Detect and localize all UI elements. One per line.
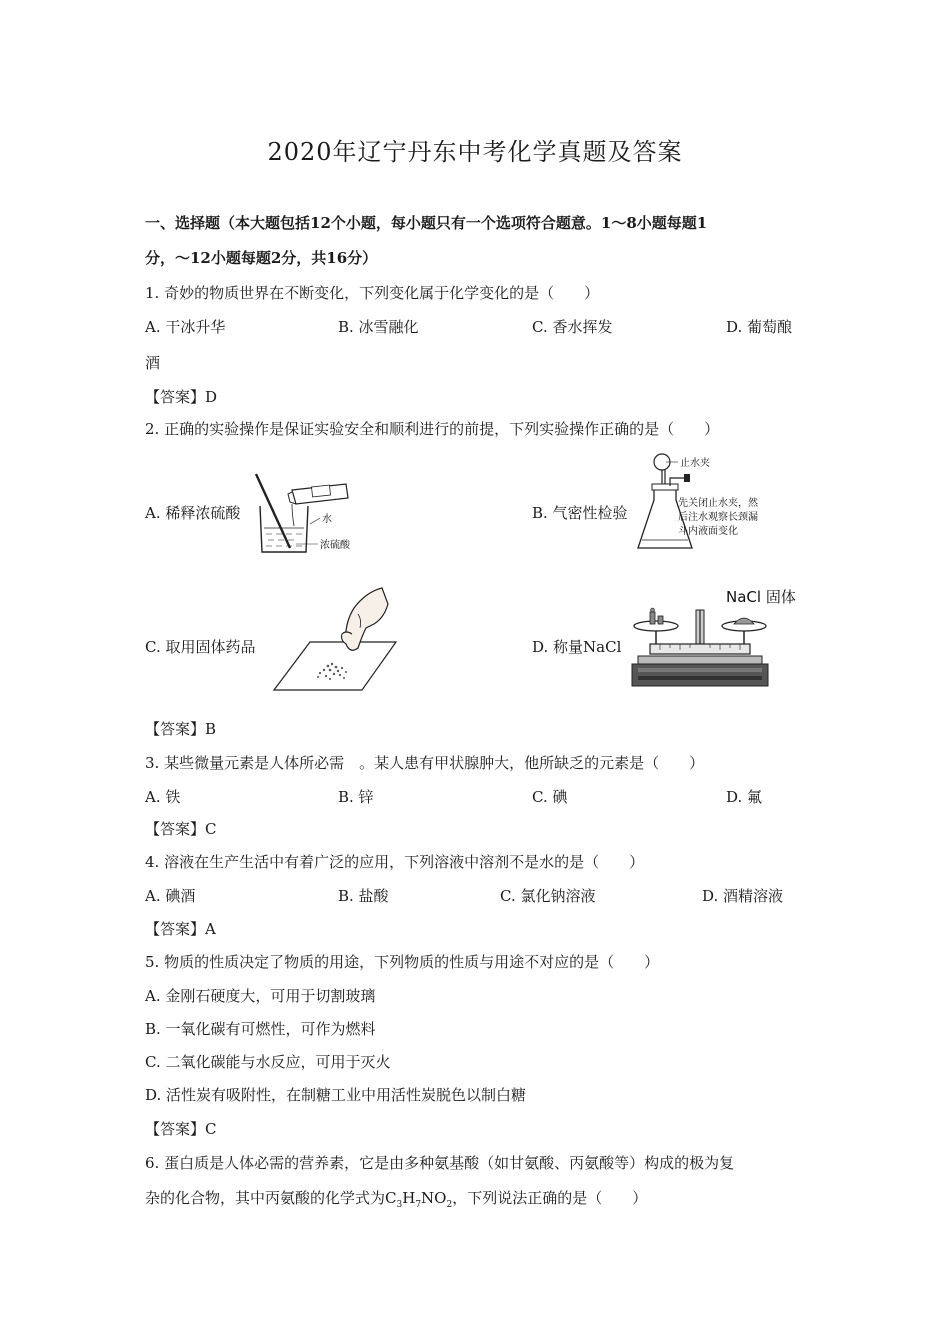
fig-a-acid-label: 浓硫酸 [320, 540, 350, 551]
q1-stem: 1. 奇妙的物质世界在不断变化，下列变化属于化学变化的是（ ） [145, 284, 600, 302]
q6-stem-line1: 6. 蛋白质是人体必需的营养素，它是由多种氨基酸（如甘氨酸、丙氨酸等）构成的极为复 [145, 1154, 735, 1172]
q6-formula-sub7: 7 [415, 1200, 422, 1210]
q6-stem-line2-post: ，下列说法正确的是（ ） [452, 1189, 648, 1207]
q5-option-c: C. 二氧化碳能与水反应，可用于灭火 [145, 1053, 391, 1071]
q3-option-a: A. 铁 [145, 788, 181, 806]
figure-balance [630, 582, 810, 694]
fig-b-clip-label: 止水夹 [680, 458, 710, 469]
figure-solid-by-hand [270, 584, 400, 694]
q6-formula-h: H [402, 1189, 416, 1207]
q1-option-a: A. 干冰升华 [145, 318, 226, 336]
q2-option-b: B. 气密性检验 [532, 504, 628, 522]
figure-airtightness [632, 448, 802, 558]
q5-option-d: D. 活性炭有吸附性，在制糖工业中用活性炭脱色以制白糖 [145, 1086, 527, 1104]
fig-a-water-label: 水 [322, 514, 332, 525]
q1-option-b: B. 冰雪融化 [338, 318, 419, 336]
fig-b-note-line1: 先关闭止水夹，然 [678, 498, 758, 509]
q1-answer: 【答案】D [145, 388, 218, 406]
section-heading-line2: 分，～12小题每题2分，共16分） [145, 249, 378, 267]
q4-stem: 4. 溶液在生产生活中有着广泛的应用，下列溶液中溶剂不是水的是（ ） [145, 853, 645, 871]
q5-option-a: A. 金刚石硬度大，可用于切割玻璃 [145, 987, 376, 1005]
q3-option-c: C. 碘 [532, 788, 568, 806]
q3-option-b: B. 锌 [338, 788, 374, 806]
q2-option-d: D. 称量NaCl [532, 638, 622, 656]
section-heading-line1: 一、选择题（本大题包括12个小题，每小题只有一个选项符合题意。1～8小题每题1 [145, 214, 708, 232]
q6-formula-no: NO [421, 1189, 447, 1207]
q2-answer: 【答案】B [145, 720, 217, 738]
fig-b-note-line3: 斗内液面变化 [678, 526, 738, 537]
q4-answer: 【答案】A [145, 920, 216, 938]
q5-answer: 【答案】C [145, 1120, 217, 1138]
q6-formula-sub3: 3 [396, 1200, 403, 1210]
q5-option-b: B. 一氧化碳有可燃性，可作为燃料 [145, 1020, 376, 1038]
q1-option-c: C. 香水挥发 [532, 318, 613, 336]
q5-stem: 5. 物质的性质决定了物质的用途，下列物质的性质与用途不对应的是（ ） [145, 953, 660, 971]
q2-option-a: A. 稀释浓硫酸 [145, 504, 241, 522]
figure-dilute-acid [248, 468, 358, 558]
fig-b-note-line2: 后注水观察长颈漏 [678, 512, 758, 523]
q4-option-c: C. 氯化钠溶液 [500, 887, 596, 905]
q1-option-d-cont: 酒 [145, 354, 161, 372]
q6-formula-sub2: 2 [446, 1200, 453, 1210]
q3-answer: 【答案】C [145, 820, 217, 838]
q3-option-d: D. 氟 [726, 788, 763, 806]
q2-option-c: C. 取用固体药品 [145, 638, 256, 656]
q1-option-d: D. 葡萄酿 [726, 318, 793, 336]
q4-option-a: A. 碘酒 [145, 887, 196, 905]
fig-d-nacl-label: NaCl 固体 [726, 588, 796, 606]
q3-stem: 3. 某些微量元素是人体所必需 。某人患有甲状腺肿大，他所缺乏的元素是（ ） [145, 754, 705, 772]
q2-stem: 2. 正确的实验操作是保证实验安全和顺利进行的前提，下列实验操作正确的是（ ） [145, 420, 720, 438]
page-title: 2020年辽宁丹东中考化学真题及答案 [267, 138, 683, 166]
q6-stem-line2-pre: 杂的化合物，其中丙氨酸的化学式为C [145, 1189, 397, 1207]
q6-stem-line2 [145, 1187, 647, 1210]
q4-option-b: B. 盐酸 [338, 887, 389, 905]
q4-option-d: D. 酒精溶液 [702, 887, 784, 905]
